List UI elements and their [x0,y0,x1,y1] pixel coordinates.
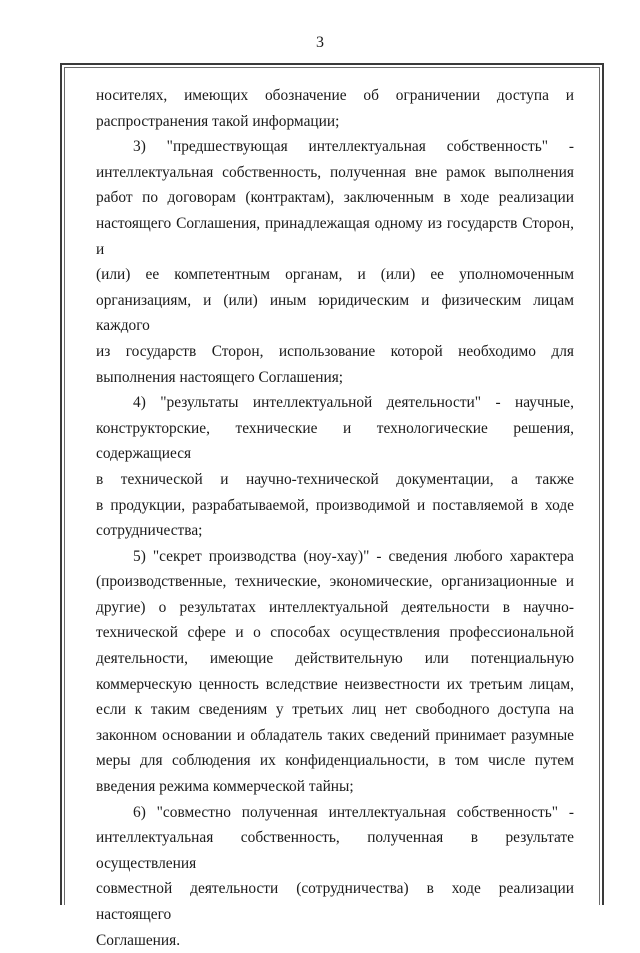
text-line: в технической и научно-технической документации, а также [96,470,574,488]
text-line: распространения такой информации; [96,112,340,130]
text-line: интеллектуальная собственность, полученная вне рамок выполнения [96,163,574,181]
text-line: деятельности, имеющие действительную или потенциальную [96,650,574,668]
document-body [96,83,574,953]
text-line: 3) "предшествующая интеллектуальная собственность" - [133,138,574,156]
text-line: из государств Сторон, использование которой необходимо для [96,342,574,360]
text-line: в продукции, разрабатываемой, производимой и поставляемой в ходе [96,496,574,514]
text-line: носителях, имеющих обозначение об ограничении доступа и [96,87,574,104]
text-line: Соглашения. [96,931,181,949]
text-line: конструкторские, технические и технологические решения, содержащиеся [96,419,574,463]
text-line: коммерческую ценность вследствие неизвестности их третьим лицам, [96,675,574,693]
text-line: сотрудничества; [96,522,203,540]
text-line: интеллектуальная собственность, полученная в результате осуществления [96,829,574,872]
text-line: технической сфере и о способах осуществления профессиональной [96,624,574,642]
text-line: совместной деятельности (сотрудничества) в ходе реализации настоящего [96,880,574,923]
page-number: 3 [316,34,324,51]
paragraph [96,134,574,390]
paragraph [96,390,574,544]
text-line: 5) "секрет производства (ноу-хау)" - сведения любого характера [133,547,574,565]
text-line: другие) о результатах интеллектуальной деятельности в научно- [96,598,574,616]
text-line: законном основании и обладатель таких сведений принимает разумные [96,726,574,744]
text-line: работ по договорам (контрактам), заключенным в ходе реализации [96,189,574,207]
text-line: (производственные, технические, экономические, организационные и [96,573,574,591]
text-line: 4) "результаты интеллектуальной деятельности" - научные, [133,394,574,412]
text-line: организациям, и (или) иным юридическим и физическим лицам каждого [96,291,574,335]
text-line: меры для соблюдения их конфиденциальности, в том числе путем [96,752,574,770]
paragraph [96,544,574,800]
text-line: настоящего Соглашения, принадлежащая одному из государств Сторон, и [96,214,574,258]
paragraph [96,83,574,134]
text-line: (или) ее компетентным органам, и (или) ее уполномоченным [96,266,574,284]
paragraph [96,800,574,953]
text-line: 6) "совместно полученная интеллектуальная собственность" - [133,803,574,821]
text-line: введения режима коммерческой тайны; [96,778,354,796]
text-line: если к таким сведениям у третьих лиц нет свободного доступа на [96,701,574,719]
text-line: выполнения настоящего Соглашения; [96,368,344,386]
